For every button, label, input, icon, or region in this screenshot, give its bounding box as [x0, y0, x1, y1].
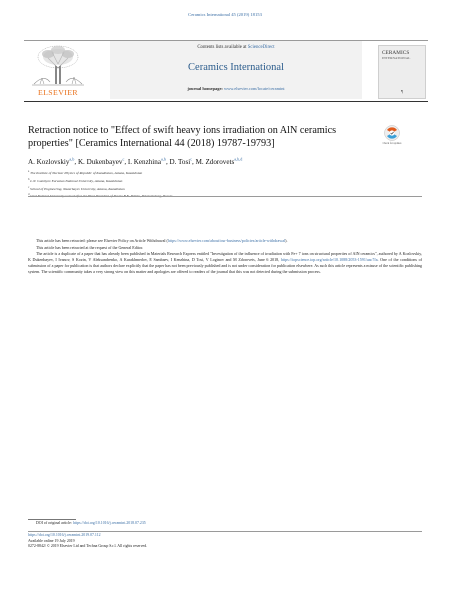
author-affil-sup[interactable]: c	[122, 157, 125, 162]
affiliation-sup: c	[28, 185, 30, 189]
journal-info-block	[110, 41, 362, 99]
body-paragraph	[28, 251, 422, 275]
affiliation-sup: a	[28, 170, 30, 173]
cover-title	[382, 51, 410, 62]
affiliation-sup: d	[28, 193, 30, 197]
copyright-line: 0272-8842/ © 2019 Elsevier Ltd and Techna Group S.r.l. All rights reserved.	[28, 544, 148, 549]
doi-label: DOI of original article:	[36, 521, 72, 525]
author-item[interactable]	[78, 158, 128, 166]
author-separator: ,	[124, 158, 128, 167]
paragraph-text: The article is a duplicate of a paper that has already been published in Materials Research Express entitled "Investigation of the influence of irradiation with Fe+ 7 ions on structural properties of AlN ceramics", authored by A Kozlovskiy, K Dukenbayev, I Ivanov, S Kozin, V Aleksandrenko, A Kurakhmedov, E Sambaev, I Kenzhina, D Tosi, V Loginov and M Zdorovets, June 6 2018,	[28, 251, 422, 263]
journal-masthead	[24, 40, 428, 102]
affiliation-item	[28, 185, 418, 193]
cover-mark: ¶	[401, 89, 403, 94]
journal-cover-thumbnail[interactable]	[378, 45, 426, 99]
author-item[interactable]	[28, 158, 78, 166]
author-separator: ,	[165, 158, 170, 167]
crossmark-badge[interactable]	[382, 124, 402, 150]
author-affil-sup[interactable]: a,b	[160, 157, 166, 162]
cover-title-line2: INTERNATIONAL	[382, 56, 411, 61]
elsevier-logo[interactable]	[30, 44, 86, 98]
body-paragraph	[28, 238, 422, 244]
journal-homepage-line	[110, 86, 362, 91]
withdrawal-policy-link[interactable]: https://www.elsevier.com/about/our-business/policies/article-withdrawal	[167, 238, 286, 243]
body-paragraph	[28, 245, 422, 251]
paragraph-text: . One of the conditions of submission of a paper for publication is that authors declare explicitly that the paper has not been previously published and is not under consideration for publication elsewhere. As such this article represents a misuse of the scientific publishing system. The scientific community takes a very strong view on this matter and apologies are offered to readers of the journal that this was not detected during the submission process.	[28, 257, 422, 275]
author-affil-sup[interactable]: a,b	[69, 157, 75, 162]
homepage-label: journal homepage:	[187, 86, 223, 91]
cover-title-line1: CERAMICS	[382, 50, 410, 56]
author-affil-sup[interactable]: a,b,d	[234, 157, 243, 162]
footer-divider	[28, 531, 422, 532]
author-item[interactable]	[196, 158, 243, 166]
paragraph-text: ).	[285, 238, 288, 243]
paragraph-text: This article has been retracted at the request of the General Editor.	[36, 244, 144, 250]
author-affil-sup[interactable]: c	[190, 157, 193, 162]
publisher-logo-text: ELSEVIER	[37, 88, 78, 97]
footnote-divider	[28, 519, 76, 520]
author-item[interactable]	[170, 158, 196, 166]
available-online: Available online 19 July 2019	[28, 538, 75, 543]
author-separator: ,	[192, 158, 196, 167]
author-name: I. Kenzhina	[127, 158, 161, 167]
author-name: D. Tosi	[169, 158, 191, 167]
sciencedirect-link[interactable]: ScienceDirect	[247, 45, 275, 50]
author-name: K. Dukenbayev	[77, 158, 123, 167]
affiliation-text: The Institute of Nuclear Physics of Republic of Kazakhstan, Astana, Kazakhstan	[30, 171, 143, 176]
contents-line	[110, 45, 362, 50]
running-head[interactable]: Ceramics International 45 (2019) 18153	[188, 12, 262, 17]
homepage-link[interactable]: www.elsevier.com/locate/ceramint	[223, 86, 285, 91]
author-name: A. Kozlovskiy	[28, 158, 70, 167]
elsevier-tree-icon	[30, 44, 86, 88]
duplicate-article-link[interactable]: https://iopscience.iop.org/article/10.1088/2053-1591/aac7fa	[280, 257, 378, 263]
author-separator: ,	[74, 158, 78, 167]
paragraph-text: This article has been retracted: please see Elsevier Policy on Article Withdrawal (	[36, 238, 168, 243]
journal-title: Ceramics International	[188, 62, 284, 73]
affiliation-item	[28, 169, 418, 177]
affiliation-text: L.N. Gumilyov Eurasian National University, Astana, Kazakhstan	[30, 178, 123, 183]
section-divider	[28, 196, 422, 197]
article-body	[28, 238, 422, 276]
affiliation-sup: b	[28, 177, 30, 181]
doi-link[interactable]: https://doi.org/10.1016/j.ceramint.2019.07.112	[28, 533, 101, 537]
original-doi-line	[36, 521, 422, 527]
author-item[interactable]	[128, 158, 170, 166]
original-doi-link[interactable]: https://doi.org/10.1016/j.ceramint.2018.07.235	[72, 521, 146, 525]
author-list	[28, 157, 418, 166]
affiliation-text: Ural Federal University named after the First President of Russia B.N. Yeltsin, Yekaterinburg, Russia	[30, 194, 173, 199]
article-title: Retraction notice to "Effect of swift heavy ions irradiation on AlN ceramics properties" [Ceramics International 44 (2018) 19787-19793]	[28, 125, 337, 149]
affiliation-item	[28, 177, 418, 185]
contents-prefix: Contents lists available at	[197, 45, 247, 50]
crossmark-label: Check for updates	[382, 142, 402, 145]
article-footer	[28, 533, 422, 550]
affiliation-text: School of Engineering, Nazarbayev University, Astana, Kazakhstan	[30, 186, 125, 191]
author-name: M. Zdorovets	[195, 158, 235, 167]
crossmark-icon	[382, 124, 402, 142]
